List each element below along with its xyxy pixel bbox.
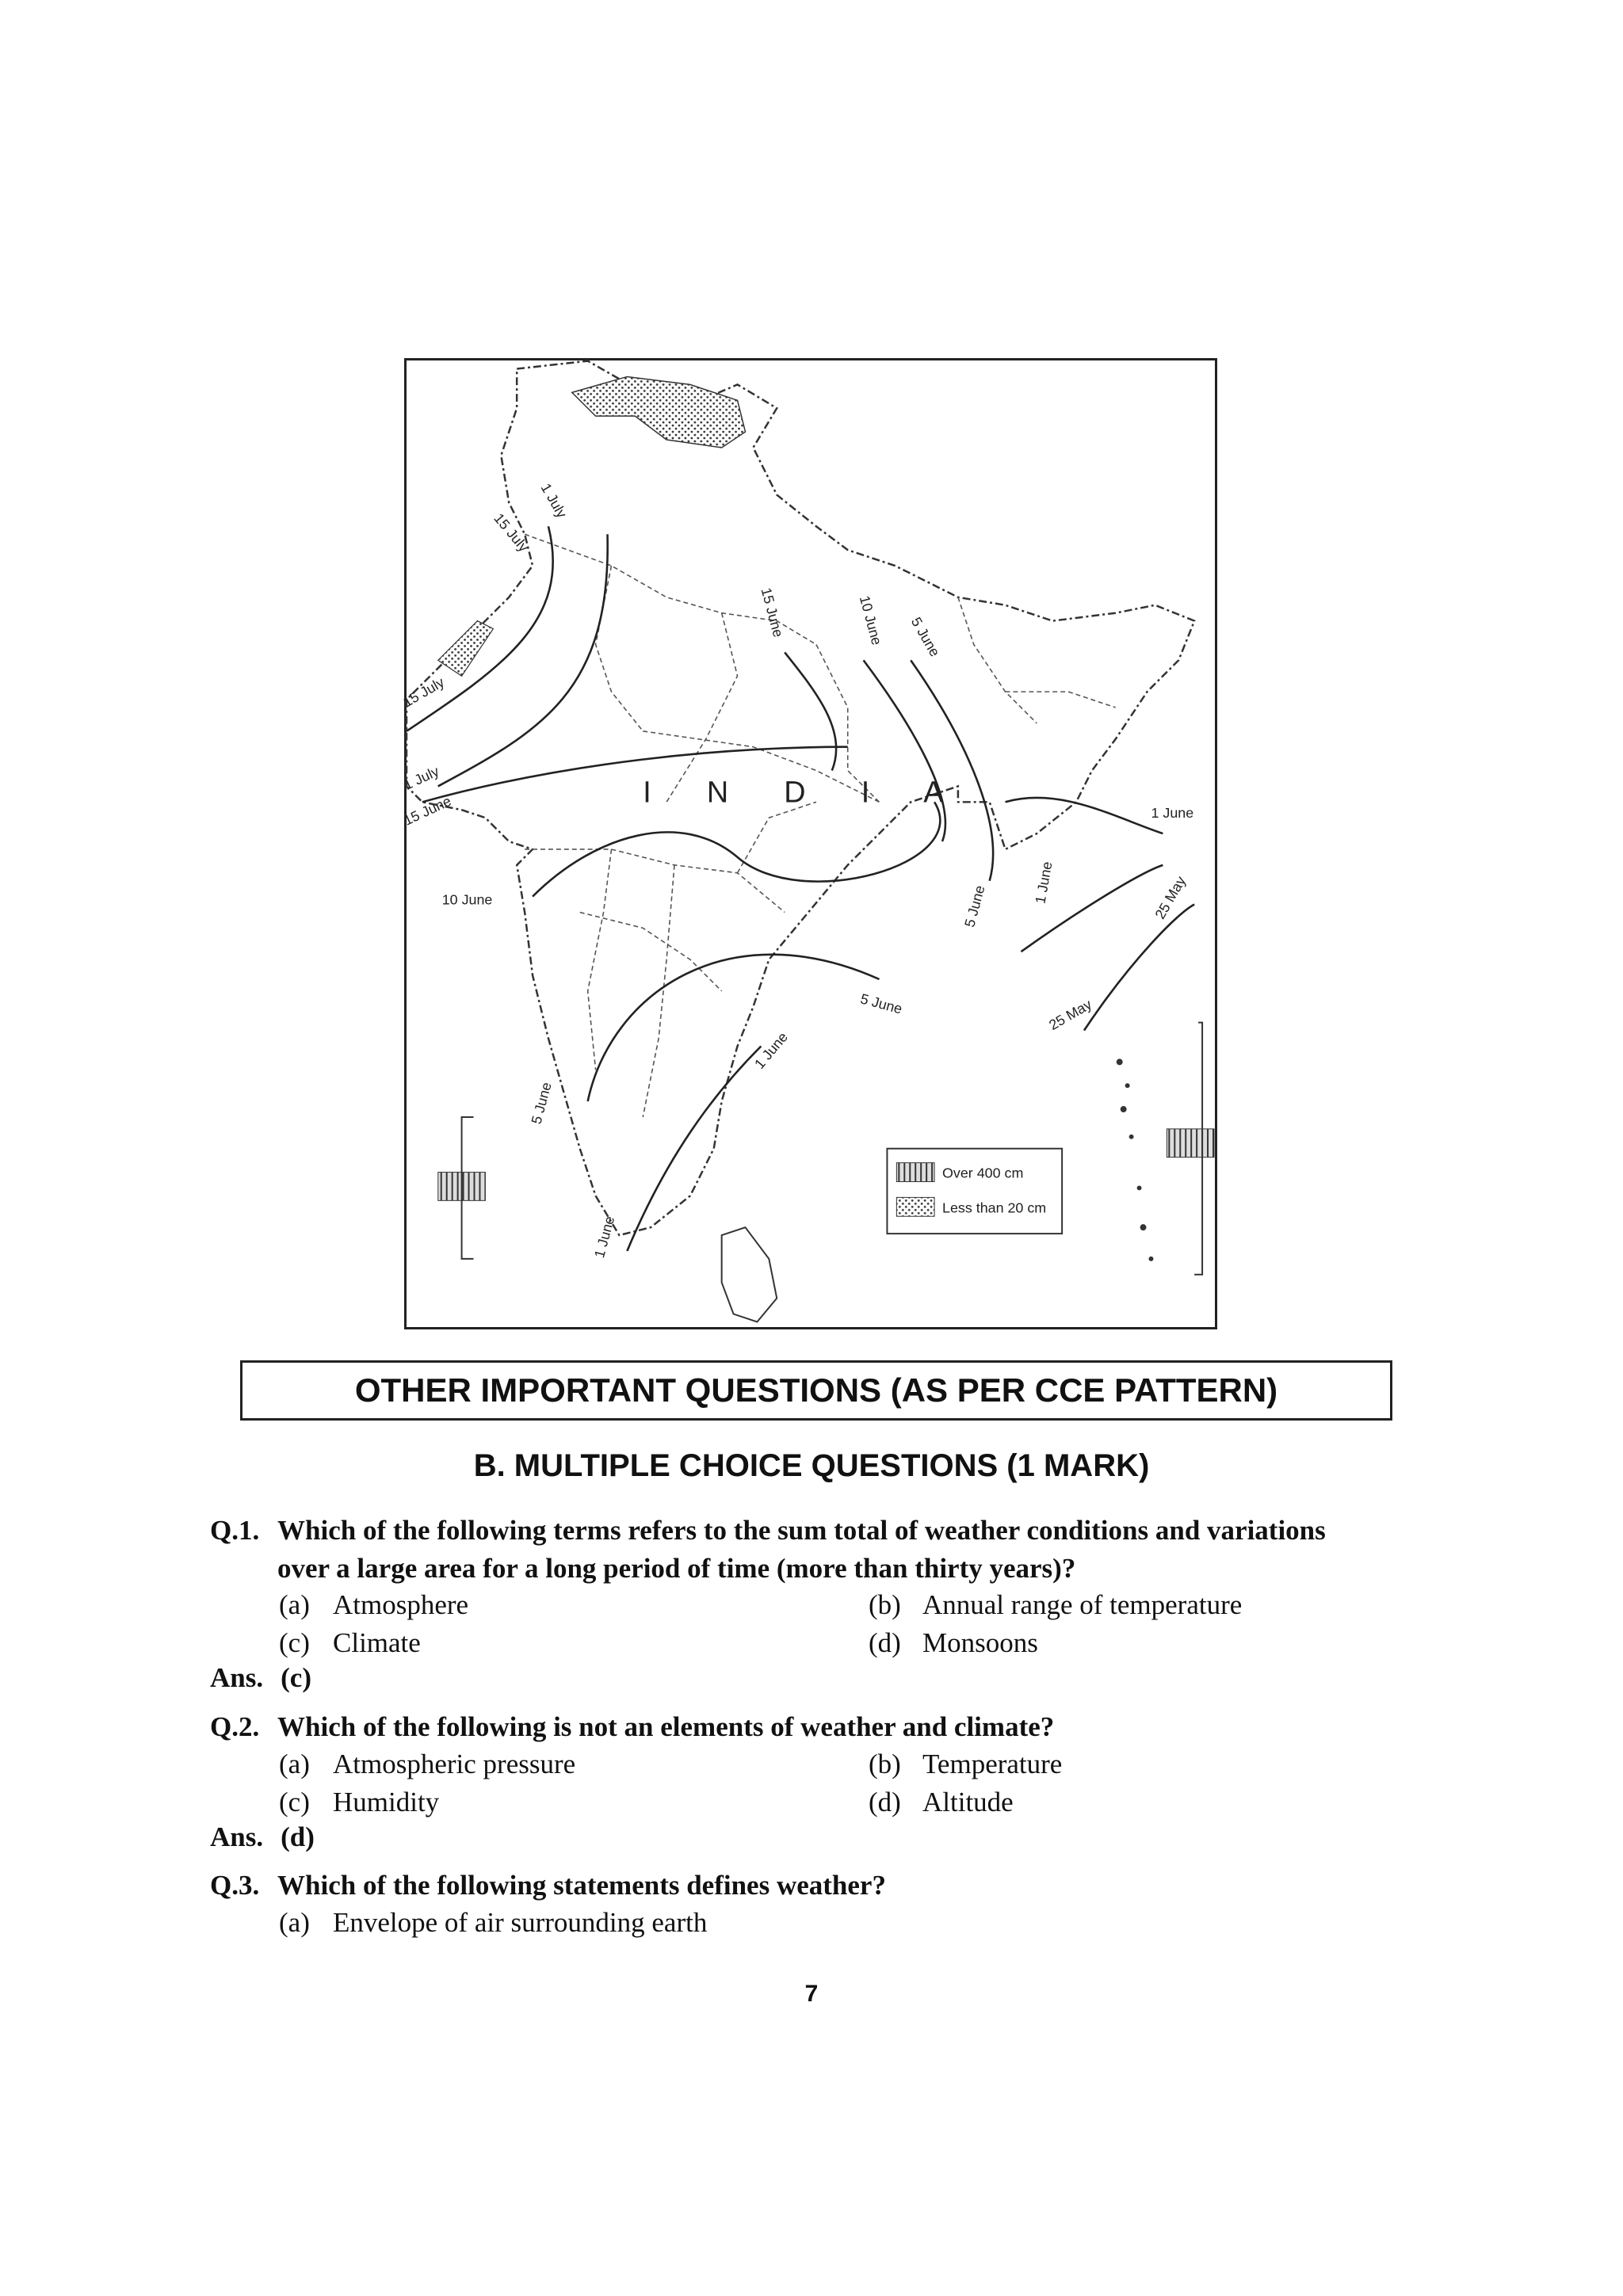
low-rainfall-ladakh [572,376,746,447]
isoline-label: 1 June [591,1214,618,1260]
isoline-label: 5 June [961,883,988,929]
question-text: over a large area for a long period of time (more than thirty years)? [277,1553,1076,1584]
option-d [869,1624,1038,1662]
option-text: Atmospheric pressure [333,1749,576,1779]
option-letter: (a) [279,1907,310,1938]
option-c [279,1624,421,1662]
sri-lanka-outline [722,1227,777,1322]
isoline-label: 25 May [1046,996,1094,1034]
section-title: OTHER IMPORTANT QUESTIONS (AS PER CCE PATTERN) [354,1371,1278,1409]
india-map-svg [400,360,1215,1327]
option-a [279,1745,575,1783]
answer [210,1821,315,1853]
question-number: Q.1. [210,1515,260,1546]
question-text: Which of the following is not an elements of weather and climate? [277,1711,1055,1742]
isoline-label: 1 June [751,1028,791,1072]
option-letter: (d) [869,1627,901,1658]
option-text: Monsoons [922,1627,1038,1658]
isoline-label: 15 July [491,510,533,555]
option-c [279,1783,439,1821]
question-text: Which of the following statements defines weather? [277,1870,886,1901]
question-text: Which of the following terms refers to the sum total of weather conditions and variations [277,1515,1326,1546]
state-boundaries [525,534,1116,1117]
isoline-labels [400,481,1193,1260]
isoline-label: 25 May [1151,873,1190,922]
option-letter: (b) [869,1589,901,1620]
isoline-label: 15 June [758,585,787,639]
isoline-label: 10 June [856,593,885,647]
isoline-label: 5 June [528,1080,555,1126]
option-text: Humidity [333,1787,440,1817]
isoline-label: 10 June [441,891,493,908]
monsoon-onset-map [400,358,1217,1329]
option-b [869,1745,1062,1783]
section-title-box [240,1360,1392,1421]
page-number: 7 [804,1981,819,2007]
low-rainfall-west [438,621,494,677]
monsoon-isolines [407,526,1194,1251]
isoline-label: 1 July [401,763,442,794]
option-text: Atmosphere [333,1589,469,1620]
question-number: Q.3. [210,1870,260,1901]
option-text: Annual range of temperature [922,1589,1243,1620]
isoline-label: 1 June [1032,860,1056,906]
legend-over-label: Over 400 cm [942,1165,1024,1181]
option-a [279,1586,468,1624]
option-b [869,1586,1242,1624]
option-text: Envelope of air surrounding earth [333,1907,708,1938]
option-text: Altitude [922,1787,1014,1817]
answer-value: (d) [281,1821,315,1852]
high-rainfall-islands [1167,1129,1214,1158]
answer-label: Ans. [210,1662,264,1693]
answer [210,1662,311,1694]
isoline-label: 15 June [401,792,454,829]
option-text: Temperature [922,1749,1063,1779]
isoline-label: 1 July [537,480,571,521]
answer-label: Ans. [210,1821,264,1852]
isoline-label: 1 June [1151,805,1194,822]
legend-less-label: Less than 20 cm [942,1199,1047,1216]
isoline-label: 5 June [858,990,904,1017]
option-letter: (c) [279,1787,310,1817]
option-letter: (b) [869,1749,901,1779]
answer-value: (c) [281,1662,311,1693]
question-number: Q.2. [210,1711,260,1742]
isoline-label: 5 June [907,614,943,660]
option-d [869,1783,1014,1821]
island-inset [462,1023,1203,1275]
subheading: B. MULTIPLE CHOICE QUESTIONS (1 MARK) [473,1448,1150,1483]
option-letter: (a) [279,1749,310,1779]
option-a [279,1904,707,1942]
option-letter: (d) [869,1787,901,1817]
map-legend [887,1149,1062,1234]
isoline-label: 15 July [400,673,448,711]
islands [1117,1058,1154,1261]
option-letter: (c) [279,1627,310,1658]
option-letter: (a) [279,1589,310,1620]
option-text: Climate [333,1627,421,1658]
map-title: I N D I A [643,776,968,810]
